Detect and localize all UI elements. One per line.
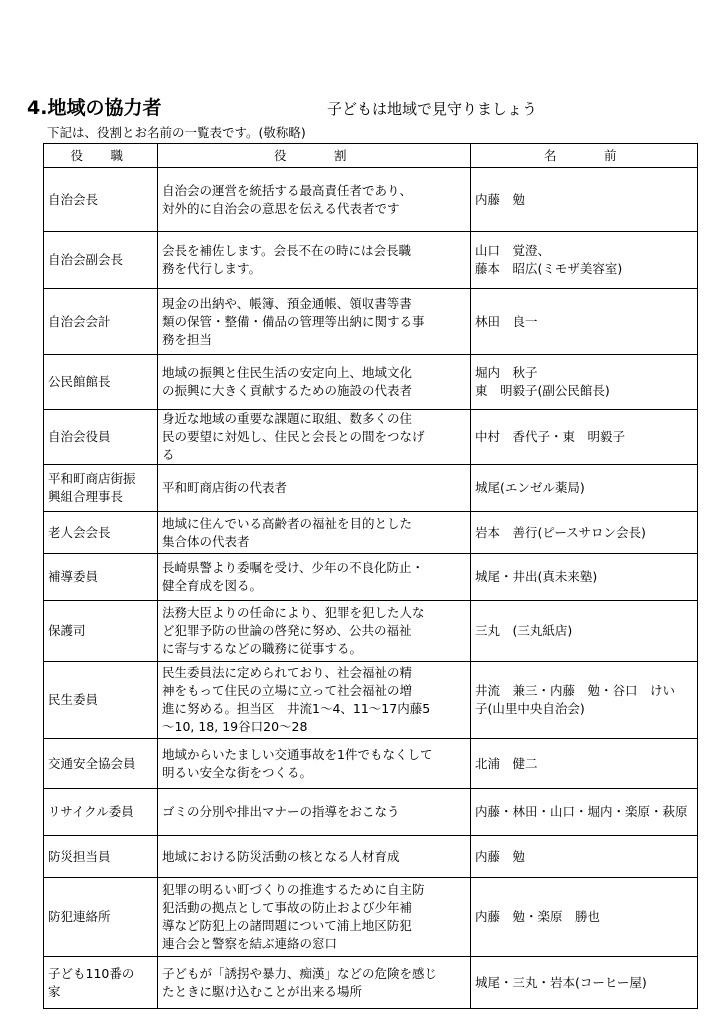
names-cell: 中村 香代子・東 明毅子 — [471, 410, 698, 465]
position-cell: 平和町商店街振 興組合理事長 — [44, 465, 158, 512]
table-row — [44, 355, 698, 410]
table-row — [44, 289, 698, 355]
names-cell: 北浦 健二 — [471, 739, 698, 789]
header-role: 役 割 — [158, 144, 471, 168]
names-cell: 岩本 善行(ピースサロン会長) — [471, 512, 698, 554]
role-cell: 地域の振興と住民生活の安定向上、地域文化 の振興に大きく貢献するための施設の代表者 — [158, 355, 471, 410]
heading-row — [27, 96, 707, 122]
position-cell: 交通安全協会員 — [44, 739, 158, 789]
names-cell: 城尾・三丸・岩本(コーヒー屋) — [471, 957, 698, 1009]
role-cell: 地域からいたましい交通事故を1件でもなくして 明るい安全な街をつくる。 — [158, 739, 471, 789]
table-row — [44, 957, 698, 1009]
role-cell: 会長を補佐します。会長不在の時には会長職 務を代行します。 — [158, 232, 471, 289]
table-row — [44, 739, 698, 789]
table-row — [44, 465, 698, 512]
role-cell: 子どもが「誘拐や暴力、痴漢」などの危険を感じ たときに駆け込むことが出来る場所 — [158, 957, 471, 1009]
position-cell: 子ども110番の 家 — [44, 957, 158, 1009]
table-row — [44, 789, 698, 836]
names-cell: 堀内 秋子 東 明毅子(副公民館長) — [471, 355, 698, 410]
names-cell: 内藤・林田・山口・堀内・楽原・萩原 — [471, 789, 698, 836]
names-cell: 山口 覚澄、 藤本 昭広(ミモザ美容室) — [471, 232, 698, 289]
role-cell: 民生委員法に定められており、社会福祉の精 神をもって住民の立場に立って社会福祉の増 進に努める。担当区 井流1～4、11～17内藤5 ～10, 18, 19谷口20～28 — [158, 662, 471, 739]
table-row — [44, 410, 698, 465]
names-cell: 内藤 勉・楽原 勝也 — [471, 878, 698, 957]
table-row — [44, 601, 698, 662]
role-cell: 地域における防災活動の核となる人材育成 — [158, 836, 471, 878]
names-cell: 内藤 勉 — [471, 168, 698, 232]
section-title: 4.地域の協力者 — [27, 97, 162, 119]
table-row — [44, 168, 698, 232]
role-cell: 地域に住んでいる高齢者の福祉を目的とした 集合体の代表者 — [158, 512, 471, 554]
names-cell: 城尾・井出(真未来塾) — [471, 554, 698, 601]
position-cell: 自治会会計 — [44, 289, 158, 355]
position-cell: 防犯連絡所 — [44, 878, 158, 957]
role-cell: 犯罪の明るい町づくりの推進するために自主防 犯活動の拠点として事故の防止および少年補 導など防犯上の諸問題について浦上地区防犯 連合会と警察を結ぶ連絡の窓口 — [158, 878, 471, 957]
position-cell: 補導委員 — [44, 554, 158, 601]
table-row — [44, 836, 698, 878]
table-row — [44, 232, 698, 289]
position-cell: 保護司 — [44, 601, 158, 662]
position-cell: 公民館館長 — [44, 355, 158, 410]
header-names: 名 前 — [471, 144, 698, 168]
table-row — [44, 512, 698, 554]
role-cell: 身近な地域の重要な課題に取組、数多くの住 民の要望に対処し、住民と会長との間をつなげ る — [158, 410, 471, 465]
role-cell: 長崎県警より委嘱を受け、少年の不良化防止・ 健全育成を図る。 — [158, 554, 471, 601]
position-cell: リサイクル委員 — [44, 789, 158, 836]
position-cell: 老人会会長 — [44, 512, 158, 554]
slogan: 子どもは地域で見守りましょう — [327, 100, 538, 118]
role-cell: 平和町商店街の代表者 — [158, 465, 471, 512]
position-cell: 民生委員 — [44, 662, 158, 739]
role-cell: 自治会の運営を統括する最高責任者であり、 対外的に自治会の意思を伝える代表者です — [158, 168, 471, 232]
table-row — [44, 878, 698, 957]
names-cell: 三丸 (三丸紙店) — [471, 601, 698, 662]
role-cell: ゴミの分別や排出マナーの指導をおこなう — [158, 789, 471, 836]
names-cell: 城尾(エンゼル薬局) — [471, 465, 698, 512]
names-cell: 内藤 勉 — [471, 836, 698, 878]
header-position: 役 職 — [44, 144, 158, 168]
table-row — [44, 662, 698, 739]
names-cell: 井流 兼三・内藤 勉・谷口 けい 子(山里中央自治会) — [471, 662, 698, 739]
roster-table — [43, 143, 698, 1009]
table-header-row — [44, 144, 698, 168]
intro-text: 下記は、役割とお名前の一覧表です。(敬称略) — [47, 125, 306, 140]
role-cell: 現金の出納や、帳簿、預金通帳、領収書等書 類の保管・整備・備品の管理等出納に関する事 務を担当 — [158, 289, 471, 355]
role-cell: 法務大臣よりの任命により、犯罪を犯した人な ど犯罪予防の世論の啓発に努め、公共の福祉 に寄与するなどの職務に従事する。 — [158, 601, 471, 662]
names-cell: 林田 良一 — [471, 289, 698, 355]
position-cell: 自治会長 — [44, 168, 158, 232]
position-cell: 自治会役員 — [44, 410, 158, 465]
table-row — [44, 554, 698, 601]
position-cell: 自治会副会長 — [44, 232, 158, 289]
position-cell: 防災担当員 — [44, 836, 158, 878]
